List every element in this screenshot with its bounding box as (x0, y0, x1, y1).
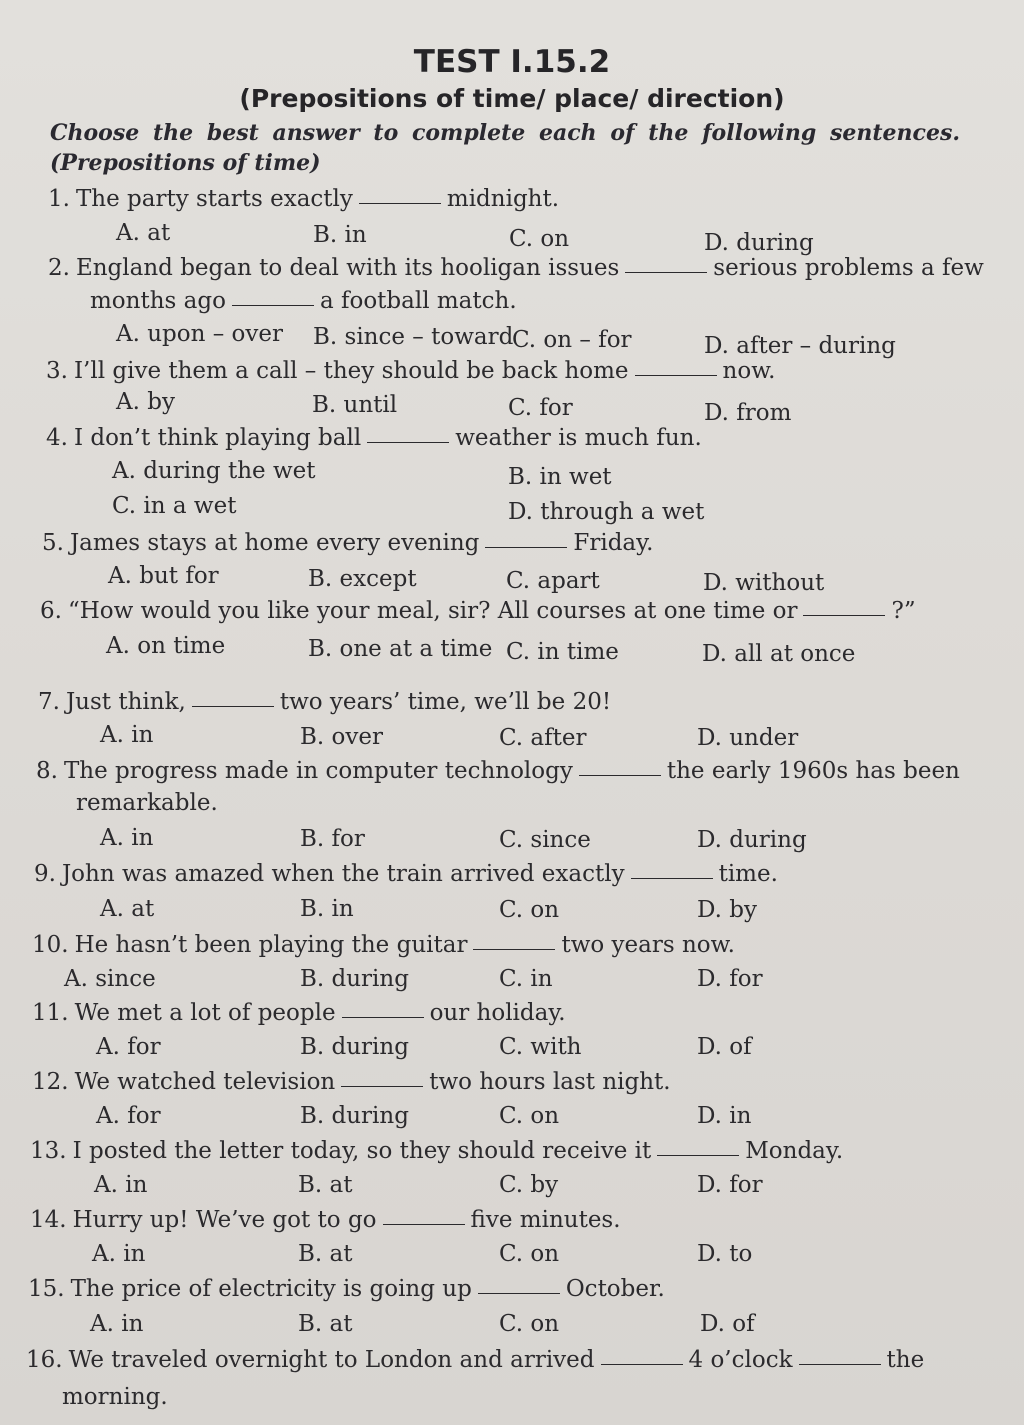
question-6 (40, 598, 916, 624)
option-b[interactable]: B. except (308, 566, 417, 592)
option-d[interactable]: D. in (697, 1103, 752, 1129)
option-a[interactable]: A. upon – over (116, 321, 283, 347)
question-text: Just think, (65, 689, 186, 715)
question-text: five minutes. (470, 1207, 621, 1233)
option-d[interactable]: D. without (703, 570, 825, 596)
option-b[interactable]: B. in (300, 896, 354, 922)
question-16-continued: morning. (62, 1384, 168, 1410)
question-8 (36, 758, 960, 784)
option-a[interactable]: A. by (116, 389, 175, 415)
question-text: serious problems a few (713, 255, 984, 281)
question-number: 7. (38, 689, 60, 715)
answer-blank[interactable] (799, 1364, 881, 1365)
answer-blank[interactable] (473, 949, 555, 950)
option-a[interactable]: A. for (96, 1103, 161, 1129)
question-text: midnight. (446, 186, 560, 212)
option-d[interactable]: D. through a wet (508, 499, 705, 525)
option-c[interactable]: C. on (499, 897, 560, 923)
option-b[interactable]: B. in (313, 222, 367, 248)
question-11 (32, 1000, 566, 1026)
answer-blank[interactable] (625, 272, 707, 273)
question-text: the early 1960s has been (666, 758, 960, 784)
option-a[interactable]: A. in (100, 722, 154, 748)
option-c[interactable]: C. in a wet (112, 493, 237, 519)
question-7 (38, 689, 611, 715)
question-text: The party starts exactly (75, 186, 353, 212)
page-subtitle: (Prepositions of time/ place/ direction) (239, 84, 785, 113)
option-a[interactable]: A. in (90, 1311, 144, 1337)
question-number: 6. (40, 598, 62, 624)
answer-blank[interactable] (478, 1293, 560, 1294)
question-text: We traveled overnight to London and arrived (68, 1347, 595, 1373)
question-text: time. (718, 861, 778, 887)
question-text: Monday. (745, 1138, 844, 1164)
question-text: now. (722, 358, 776, 384)
question-text: The price of electricity is going up (70, 1276, 472, 1302)
option-b[interactable]: B. one at a time (308, 636, 493, 662)
question-5 (42, 530, 653, 556)
question-10 (32, 932, 735, 958)
question-number: 14. (30, 1207, 67, 1233)
option-a[interactable]: A. in (92, 1241, 146, 1267)
question-text: We met a lot of people (74, 1000, 336, 1026)
answer-blank[interactable] (342, 1017, 424, 1018)
answer-blank[interactable] (579, 775, 661, 776)
question-text: two years’ time, we’ll be 20! (279, 689, 612, 715)
option-b[interactable]: B. at (298, 1311, 353, 1337)
question-4 (46, 425, 702, 451)
answer-blank[interactable] (192, 706, 274, 707)
answer-blank[interactable] (635, 375, 717, 376)
option-c[interactable]: C. in (499, 966, 553, 992)
question-text: England began to deal with its hooligan issues (75, 255, 620, 281)
option-c[interactable]: C. on (499, 1311, 560, 1337)
option-c[interactable]: C. since (499, 827, 591, 853)
question-text: 4 o’clock (688, 1347, 793, 1373)
option-d[interactable]: D. of (700, 1311, 755, 1337)
instruction-text: Choose the best answer to complete each of the following sentences. (50, 120, 960, 146)
question-number: 8. (36, 758, 58, 784)
option-a[interactable]: A. but for (108, 563, 219, 589)
question-8-continued: remarkable. (76, 790, 218, 816)
question-number: 2. (48, 255, 70, 281)
question-12 (32, 1069, 671, 1095)
option-a[interactable]: A. in (94, 1172, 148, 1198)
section-heading: (Prepositions of time) (50, 150, 321, 176)
option-d[interactable]: D. under (697, 725, 799, 751)
question-text: I posted the letter today, so they should receive it (72, 1138, 652, 1164)
question-text: October. (565, 1276, 665, 1302)
option-b[interactable]: B. during (300, 1034, 409, 1060)
question-text: Friday. (573, 530, 654, 556)
question-text: our holiday. (429, 1000, 566, 1026)
option-d[interactable]: D. after – during (704, 333, 896, 359)
question-2 (48, 255, 984, 281)
option-b[interactable]: B. during (300, 966, 409, 992)
question-2-continued (90, 288, 517, 314)
question-number: 3. (46, 358, 68, 384)
option-c[interactable]: C. on (499, 1103, 560, 1129)
option-c[interactable]: C. on (509, 226, 570, 252)
option-c[interactable]: C. on (499, 1241, 560, 1267)
answer-blank[interactable] (383, 1224, 465, 1225)
question-number: 12. (32, 1069, 69, 1095)
option-d[interactable]: D. from (704, 400, 792, 426)
question-text: two years now. (561, 932, 735, 958)
option-b[interactable]: B. since – toward (313, 324, 514, 350)
answer-blank[interactable] (601, 1364, 683, 1365)
option-d[interactable]: D. during (704, 230, 814, 256)
question-number: 1. (48, 186, 70, 212)
answer-blank[interactable] (341, 1086, 423, 1087)
question-1 (48, 186, 559, 212)
question-number: 5. (42, 530, 64, 556)
option-d[interactable]: D. all at once (702, 641, 856, 667)
option-b[interactable]: B. at (298, 1241, 353, 1267)
option-a[interactable]: A. at (116, 220, 171, 246)
question-16 (26, 1347, 924, 1373)
option-c[interactable]: C. on – for (512, 327, 632, 353)
option-d[interactable]: D. to (697, 1241, 753, 1267)
answer-blank[interactable] (631, 878, 713, 879)
option-d[interactable]: D. for (697, 1172, 763, 1198)
option-a[interactable]: A. since (64, 966, 156, 992)
question-9 (34, 861, 778, 887)
question-number: 11. (32, 1000, 69, 1026)
question-text: Hurry up! We’ve got to go (72, 1207, 377, 1233)
option-c[interactable]: C. apart (506, 568, 600, 594)
question-15 (28, 1276, 665, 1302)
question-text: two hours last night. (429, 1069, 671, 1095)
option-a[interactable]: A. on time (106, 633, 226, 659)
question-text: I’ll give them a call – they should be back home (73, 358, 629, 384)
option-c[interactable]: C. in time (506, 639, 619, 665)
answer-blank[interactable] (657, 1155, 739, 1156)
question-text: a football match. (319, 288, 517, 314)
question-number: 10. (32, 932, 69, 958)
option-d[interactable]: D. during (697, 827, 807, 853)
option-b[interactable]: B. at (298, 1172, 353, 1198)
answer-blank[interactable] (367, 442, 449, 443)
option-a[interactable]: A. at (100, 896, 155, 922)
option-d[interactable]: D. of (697, 1034, 752, 1060)
question-text: James stays at home every evening (69, 530, 480, 556)
option-c[interactable]: C. after (499, 725, 587, 751)
option-d[interactable]: D. for (697, 966, 763, 992)
question-text: the (886, 1347, 925, 1373)
option-b[interactable]: B. until (312, 392, 398, 418)
answer-blank[interactable] (803, 615, 885, 616)
question-number: 16. (26, 1347, 63, 1373)
option-b[interactable]: B. over (300, 724, 383, 750)
question-text: months ago (90, 288, 226, 314)
question-text: John was amazed when the train arrived exactly (61, 861, 625, 887)
question-3 (46, 358, 775, 384)
answer-blank[interactable] (485, 547, 567, 548)
question-number: 9. (34, 861, 56, 887)
question-13 (30, 1138, 843, 1164)
question-text: ?” (891, 598, 916, 624)
question-text: He hasn’t been playing the guitar (74, 932, 468, 958)
option-b[interactable]: B. during (300, 1103, 409, 1129)
question-number: 13. (30, 1138, 67, 1164)
option-a[interactable]: A. in (100, 825, 154, 851)
option-a[interactable]: A. during the wet (112, 458, 316, 484)
question-number: 4. (46, 425, 68, 451)
question-14 (30, 1207, 621, 1233)
question-text: I don’t think playing ball (73, 425, 362, 451)
question-text: The progress made in computer technology (63, 758, 573, 784)
question-text: We watched television (74, 1069, 336, 1095)
option-b[interactable]: B. for (300, 826, 365, 852)
option-c[interactable]: C. with (499, 1034, 582, 1060)
question-number: 15. (28, 1276, 65, 1302)
option-b[interactable]: B. in wet (508, 464, 612, 490)
option-c[interactable]: C. by (499, 1172, 559, 1198)
option-c[interactable]: C. for (508, 395, 573, 421)
answer-blank[interactable] (232, 305, 314, 306)
option-a[interactable]: A. for (96, 1034, 161, 1060)
answer-blank[interactable] (359, 203, 441, 204)
question-text: weather is much fun. (455, 425, 702, 451)
option-d[interactable]: D. by (697, 897, 757, 923)
page-title: TEST I.15.2 (413, 44, 611, 80)
question-text: “How would you like your meal, sir? All courses at one time or (67, 598, 798, 624)
